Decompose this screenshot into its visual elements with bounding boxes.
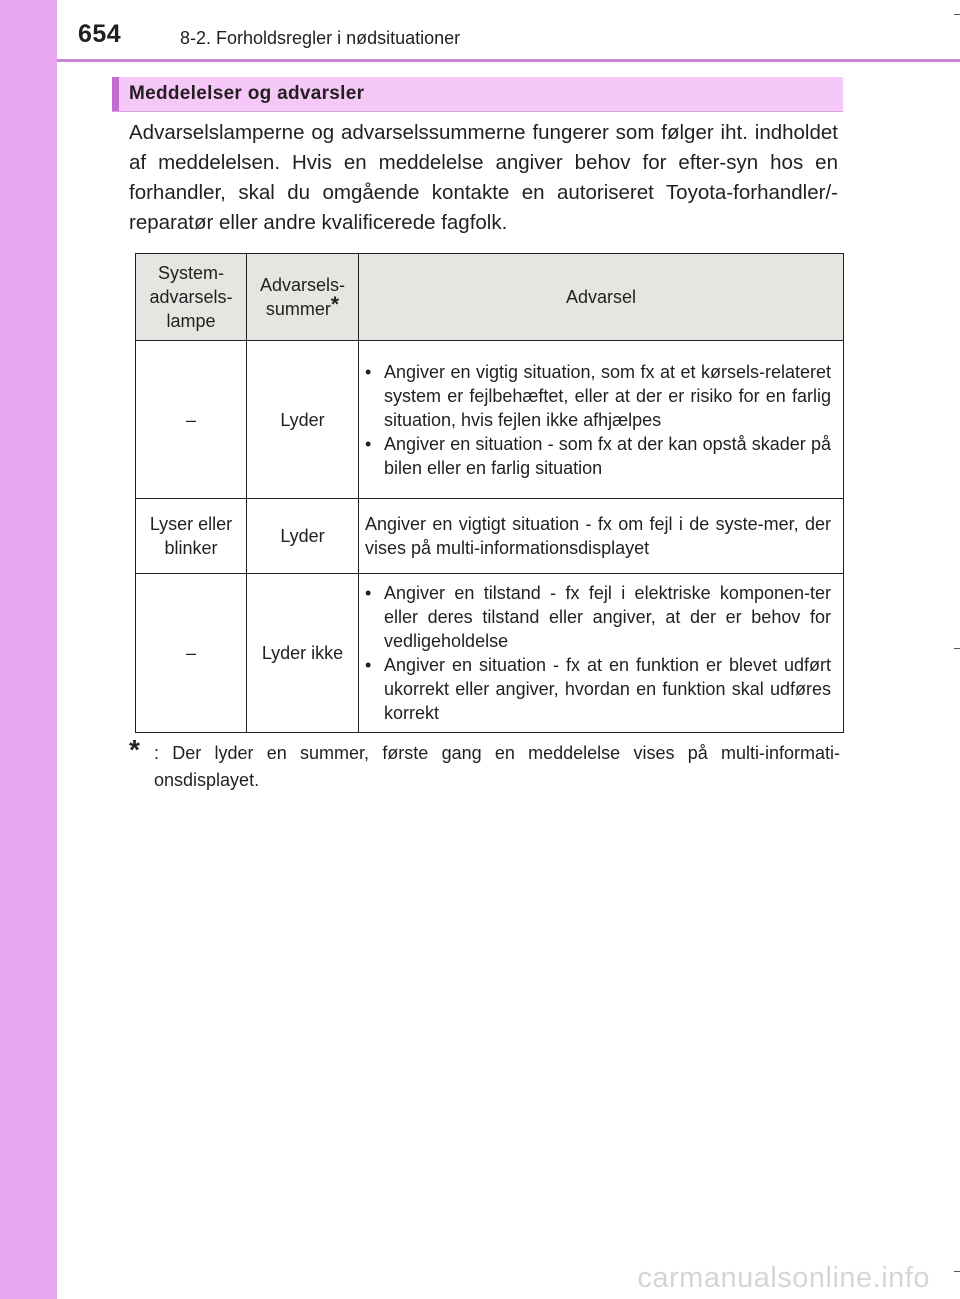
bullet-glyph: •: [365, 361, 372, 382]
warning-cell: [359, 341, 844, 499]
section-header-accent: [112, 77, 119, 111]
footnote: [129, 734, 840, 794]
crop-mark-top: [954, 14, 960, 15]
header-lamp: [136, 254, 247, 341]
lamp-cell: –: [136, 341, 247, 499]
lamp-cell-text: Lyser eller blinker: [149, 514, 233, 558]
header-buzzer-label: Advarsels-summer: [259, 275, 346, 319]
table-header-row: [136, 254, 844, 341]
list-item: [365, 432, 831, 480]
bullet-glyph: •: [365, 433, 372, 454]
header-buzzer-text: [255, 273, 351, 321]
table-row: [136, 574, 844, 733]
lamp-cell: –: [136, 574, 247, 733]
table-row: [136, 341, 844, 499]
crop-mark-bottom: [954, 1271, 960, 1272]
warning-list: [359, 581, 843, 725]
buzzer-cell: Lyder ikke: [247, 574, 359, 733]
crop-mark-middle: [954, 648, 960, 649]
warning-cell: [359, 574, 844, 733]
section-header: [112, 77, 843, 112]
footnote-text: : Der lyder en summer, første gang en meddelelse vises på multi-informati-onsdisplayet.: [154, 743, 840, 790]
list-item: [365, 360, 831, 432]
header-divider: [57, 59, 960, 62]
list-item-text: Angiver en situation - som fx at der kan opstå skader på bilen eller en farlig situation: [384, 433, 831, 478]
watermark: carmanualsonline.info: [637, 1262, 930, 1294]
table-row: [136, 499, 844, 574]
chapter-side-tab: [0, 0, 57, 1299]
bullet-glyph: •: [365, 655, 372, 675]
header-buzzer: [247, 254, 359, 341]
warning-cell: [359, 499, 844, 574]
list-item: [365, 581, 831, 653]
section-title: Meddelelser og advarsler: [129, 83, 365, 104]
header-lamp-text: System-advarsels-lampe: [149, 263, 233, 331]
buzzer-cell: Lyder: [247, 341, 359, 499]
footnote-reference: *: [330, 293, 340, 316]
buzzer-cell: Lyder: [247, 499, 359, 574]
intro-paragraph: Advarselslamperne og advarselssummerne fungerer som følger iht. indholdet af meddelelsen. Hvis en meddelelse angiver behov for efter-syn hos en forhandler, skal du omgående kontakte en autoriseret Toyota-forhandler/-reparatør eller andre kvalificerede fagfolk.: [129, 121, 838, 234]
chapter-title: 8-2. Forholdsregler i nødsituationer: [180, 28, 461, 48]
bullet-glyph: •: [365, 583, 372, 603]
warnings-table: [135, 253, 844, 733]
warning-list: [359, 360, 843, 480]
warning-text: Angiver en vigtigt situation - fx om fejl i de syste-mer, der vises på multi-informationsdisplayet: [365, 514, 831, 558]
header-warning: Advarsel: [359, 254, 844, 341]
list-item: [365, 653, 831, 725]
list-item-text: Angiver en situation - fx at en funktion er blevet udført ukorrekt eller angiver, hvordan en funktion skal udføres korrekt: [384, 655, 831, 723]
list-item-text: Angiver en tilstand - fx fejl i elektriske komponen-ter eller deres tilstand eller angiver, at der er behov for vedligeholdelse: [384, 583, 831, 651]
page-number: 654: [78, 20, 122, 48]
lamp-cell: [136, 499, 247, 574]
footnote-mark: *: [129, 734, 140, 765]
list-item-text: Angiver en vigtig situation, som fx at et kørsels-relateret system er fejlbehæftet, eller at der er risiko for en farlig situation, hvis fejlen ikke afhjælpes: [384, 361, 831, 430]
